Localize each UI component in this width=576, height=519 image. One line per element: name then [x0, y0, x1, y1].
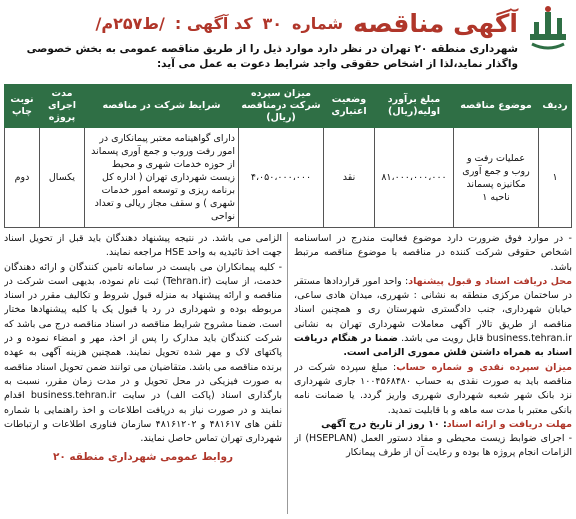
paragraph-hse-continued: الزامی می باشد. در نتیجه پیشنهاد دهندگان باید قبل از تحویل اسناد جهت اخذ تائیدیه به واحد HSE مراجعه نمایند. — [4, 233, 282, 259]
notice-body — [4, 232, 572, 514]
col-header-conditions: شرایط شرکت در مناقصه — [85, 85, 239, 128]
cell-credit: نقد — [324, 128, 375, 228]
col-header-deposit: میزان سپرده شرکت درمناقصه (ریال) — [239, 85, 324, 128]
intro-body: در نظر دارد موارد ذیل را از طریق مناقصه عمومی به بخش خصوصی واگذار نماید،لذا از اشخاص حقوقی واجد شرایط دعوت به عمل می آید: — [26, 43, 518, 70]
section-text-deadline: : ۱۰ روز از تاریخ درج آگهی — [321, 418, 447, 430]
paragraph-documents — [294, 275, 572, 361]
flash-memory-note: ضمنا در هنگام دریافت اسناد به همراه داشتن فلش مموری الزامی است. — [294, 333, 572, 359]
paragraph-registration: - کلیه پیمانکاران می بایست در سامانه تامین کنندگان و ارائه دهندگان خدمت، از سایت (Tehran.ir) ثبت نام نموده، بدیهی است شرکت در مناقصه و ارائه پیشنهاد به منزله قبول شروط و تکالیف مقرر در اسناد مربوطه بوده و شهرداری در رد یا قبول یک یا کلیه پیشنهادها مختار است. ضمنا مشروح شرایط مناقصه در اسناد مناقصه درج می باشد که شرکت کنندگان باید مدارک را پس از اخذ، مهر و امضاء نموده و در پاکتهای لاک و مهر شده تحویل نمایند. همچنین هزینه آگهی به عهده برنده مناقصه می باشد. متقاضیان می توانند ضمن تحویل اسناد مناقصه به صورت فیزیکی در محل تحویل و در مدت زمان مقرر، نسبت به بارگذاری اسناد (پاکت الف) در سایت business.tehran.ir اقدام نمایند و در صورت نیاز به دریافت اطلاعات و اخذ راهنمایی با شماره تلفن های ۴۸۱۶۱۷ و ۴۸۱۶۱۲۰۲ سازمان فناوری اطلاعات و ارتباطات شهرداری تهران تماس حاصل نمایند. — [4, 261, 282, 445]
cell-row-no: ۱ — [539, 128, 572, 228]
section-head-documents: محل دریافت اسناد و قبول پیشنهاد — [408, 275, 572, 287]
section-head-deadline: مهلت دریافت و ارائه اسناد — [446, 418, 572, 430]
col-header-subject: موضوع مناقصه — [454, 85, 539, 128]
cell-deposit: ۴،۰۵۰،۰۰۰،۰۰۰ — [239, 128, 324, 228]
notice-header — [0, 0, 576, 70]
body-right-column — [294, 232, 572, 514]
col-header-row-no: ردیف — [539, 85, 572, 128]
paragraph-deadline — [294, 418, 572, 432]
table-row — [5, 128, 572, 228]
intro-text — [8, 42, 518, 72]
cell-print-round: دوم — [5, 128, 40, 228]
cell-estimate: ۸۱،۰۰۰،۰۰۰،۰۰۰ — [375, 128, 454, 228]
tehran-municipality-logo-icon — [526, 4, 570, 52]
tender-table — [4, 84, 572, 228]
organization-name: شهرداری منطقه ۲۰ تهران — [380, 43, 518, 55]
paragraph-hse: - اجرای ضوابط زیست محیطی و مفاد دستور العمل (HSEPLAN) از الزامات انجام پروژه ها بوده و رعایت آن از طرف پیمانکار — [294, 433, 572, 459]
section-text-deposit: : مبلغ سپرده شرکت در مناقصه باید به صورت نقدی به حساب ۱۰۰۴۵۶۸۴۸۰ جاری شهرداری نزد بانک شهر شعبه شهرداری شهرری واریز گردد. یا ضمانت نامه بانکی معتبر با مدت سه ماهه و با قابلیت تمدید. — [294, 361, 572, 416]
paragraph-activity: - در موارد فوق ضرورت دارد موضوع فعالیت مندرج در اساسنامه اشخاص حقوقی شرکت کننده در مناقصه با موضوع مناقصه مرتبط باشد. — [294, 233, 572, 273]
table-header-row — [5, 85, 572, 128]
public-relations-signature: روابط عمومی شهرداری منطقه ۲۰ — [52, 451, 234, 464]
paragraph-deposit — [294, 361, 572, 418]
section-head-deposit: میزان سپرده نقدی و شماره حساب — [396, 361, 572, 373]
cell-duration: یکسال — [40, 128, 85, 228]
col-header-credit: وضعیت اعتباری — [324, 85, 375, 128]
cell-conditions: دارای گواهینامه معتبر پیمانکاری در امور رفت وروب و جمع آوری پسماند از حوزه خدمات شهری و محیط زیست شهرداری تهران ( اداره کل برنامه ریزی و توسعه امور خدمات شهری ) و سقف مجاز ریالی و تعداد نواحی — [85, 128, 239, 228]
ad-code-label: کد آگهی : — [174, 13, 253, 33]
ad-code: /ط۲۵۷م/ — [95, 13, 165, 33]
body-left-column — [4, 232, 288, 514]
ad-number-label: شماره — [292, 13, 344, 33]
col-header-print-round: نوبت چاپ — [5, 85, 40, 128]
section-text-documents: : واحد امور قراردادها مستقر در ساختمان مرکزی منطقه به نشانی : شهرری، میدان هادی ساعی، خیابان شهرداری، جنب دادگستری شهرستان ری و همچنین اسناد مناقصه از طریق تالار آگهی معاملات شهرداری تهران به نشانی business.tehran.ir قابل رویت می باشد. — [294, 275, 572, 345]
col-header-duration: مدت اجرای پروژه — [40, 85, 85, 128]
ad-title: آگهی مناقصه — [353, 8, 518, 38]
cell-subject: عملیات رفت و روب و جمع آوری مکانیزه پسماند ناحیه ۱ — [454, 128, 539, 228]
ad-number: ۳۰ — [262, 13, 283, 33]
col-header-estimate: مبلغ برآورد اولیه(ریال) — [375, 85, 454, 128]
